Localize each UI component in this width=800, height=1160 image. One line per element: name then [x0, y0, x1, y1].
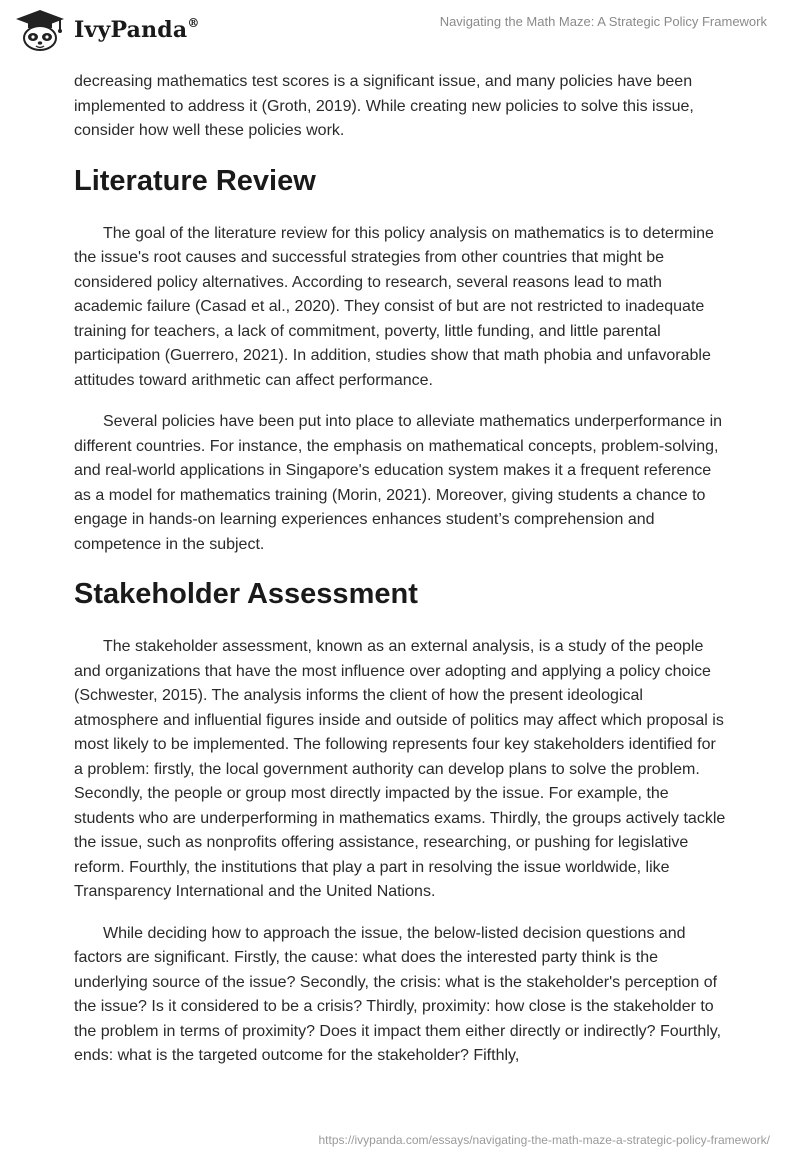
heading-literature-review: Literature Review: [74, 164, 316, 197]
heading-stakeholder-assessment: Stakeholder Assessment: [74, 578, 418, 610]
document-title: Navigating the Math Maze: A Strategic Policy Framework: [439, 14, 767, 29]
source-url[interactable]: https://ivypanda.com/essays/navigating-the-math-maze-a-strategic-policy-framework/: [318, 1133, 770, 1147]
logo[interactable]: [14, 8, 200, 52]
paragraph: The stakeholder assessment, known as an external analysis, is a study of the people and organizations that have the most influence over adopting and applying a policy choice (Schwester, 2015). The analysis informs the client of how the present ideological atmosphere and influential figures inside and outside of politics may affect which proposal is most likely to be implemented. The following represents four key stakeholders identified for a problem: firstly, the local government authority can develop plans to solve the problem. Secondly, the people or group most directly impacted by the issue. For example, the students who are underperforming in mathematics exams. Thirdly, the groups actively tackle the issue, such as nonprofits offering assistance, researching, or pushing for legislative reform. Fourthly, the institutions that play a part in resolving the issue worldwide, like Transparency International and the United Nations.: [74, 638, 726, 900]
paragraph: The goal of the literature review for this policy analysis on mathematics is to determine the issue's root causes and successful strategies from other countries that might be considered policy alternatives. According to research, several reasons lead to math academic failure (Casad et al., 2020). They consist of but are not restricted to inadequate training for teachers, a lack of commitment, poverty, little funding, and little parental participation (Guerrero, 2021). In addition, studies show that math phobia and unfavorable attitudes toward arithmetic can affect performance.: [74, 224, 714, 389]
essay-body: [74, 70, 728, 1086]
logo-text: IvyPanda®: [74, 15, 200, 43]
page-header: [0, 0, 800, 70]
panda-graduate-icon: [14, 8, 66, 52]
paragraph: Several policies have been put into place to alleviate mathematics underperformance in different countries. For instance, the emphasis on mathematical concepts, problem-solving, and real-world applications in Singapore's education system makes it a frequent reference as a model for mathematics training (Morin, 2021). Moreover, giving students a chance to engage in hands-on learning experiences enhances student’s comprehension and competence in the subject.: [74, 413, 723, 553]
paragraph: While deciding how to approach the issue, the below-listed decision questions and factors are significant. Firstly, the cause: what does the interested party think is the underlying source of the issue? Secondly, the crisis: what is the stakeholder's perception of the issue? Is it considered to be a crisis? Thirdly, proximity: how close is the stakeholder to the problem in terms of proximity? Does it impact them either directly or indirectly? Fourthly, ends: what is the targeted outcome for the stakeholder? Fifthly,: [74, 924, 722, 1064]
paragraph-intro-tail: decreasing mathematics test scores is a significant issue, and many policies have been implemented to address it (Groth, 2019). While creating new policies to solve this issue, consider how well these policies work.: [74, 73, 694, 139]
